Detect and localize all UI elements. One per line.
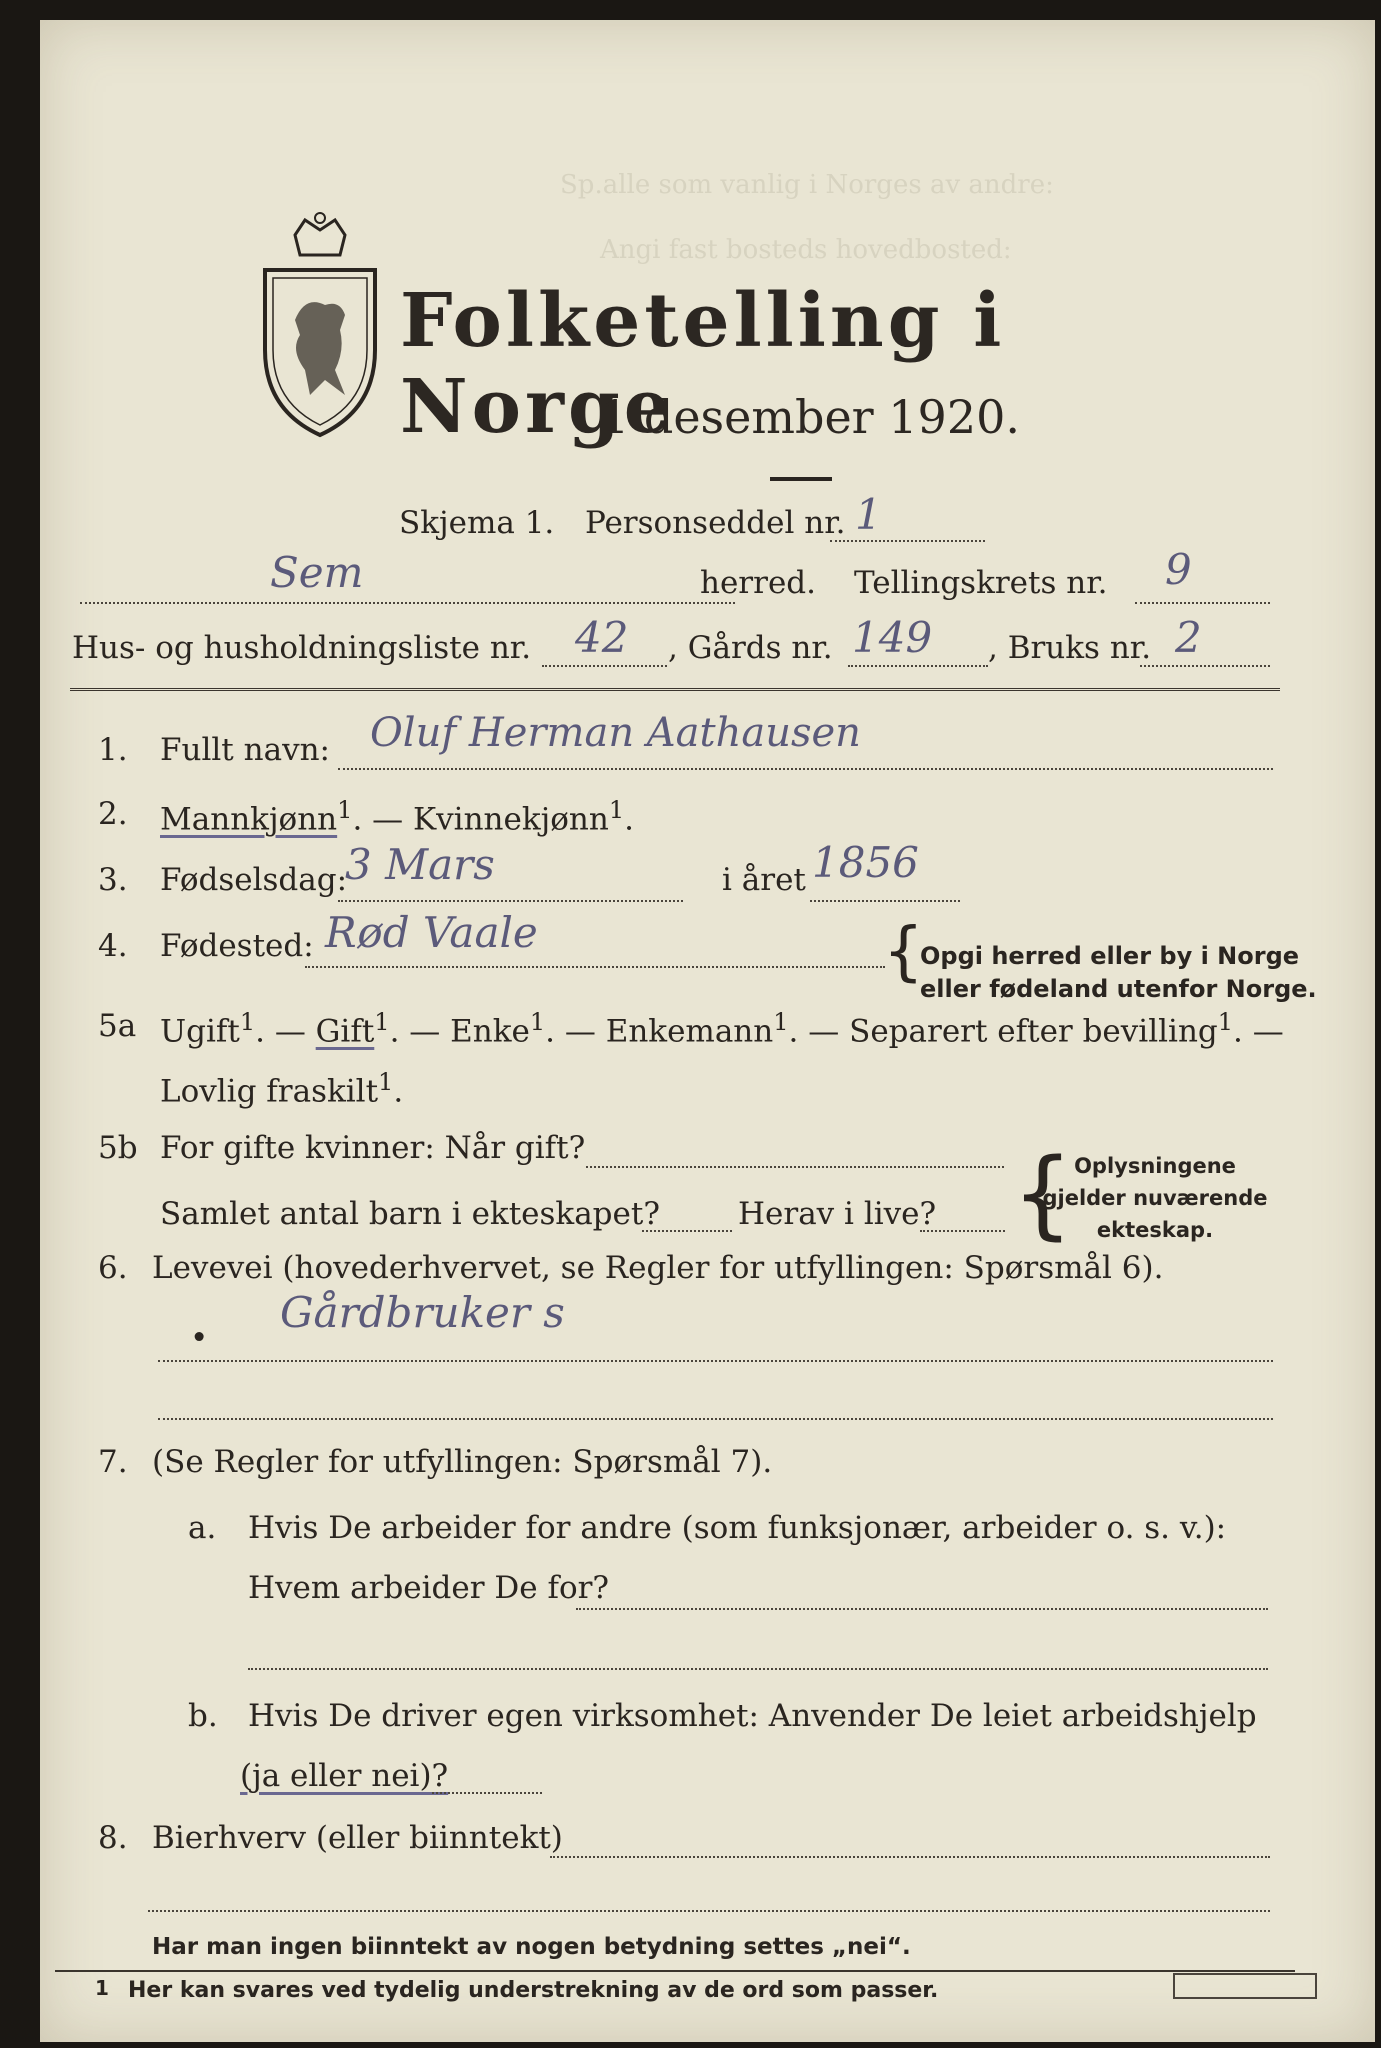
q6-number: 6. — [98, 1250, 128, 1286]
bruks-label: , Bruks nr. — [988, 630, 1152, 666]
q1-number: 1. — [98, 732, 128, 768]
footnote-marker: 1 — [95, 1976, 109, 2000]
q5b-alive: Herav i live? — [738, 1196, 937, 1232]
q4-value: Rød Vaale — [325, 908, 538, 957]
q2-options: Mannkjønn$^1$. — Kvinnekjønn$^1$. — [160, 796, 634, 838]
q7a-line-1 — [576, 1608, 1268, 1610]
q6-value: Gårdbruker s — [280, 1288, 565, 1337]
form-title: Folketelling i Norge — [400, 278, 1006, 450]
q7a-sub: Hvem arbeider De for? — [248, 1570, 610, 1606]
q5a-fraskilt: Lovlig fraskilt$^1$. — [160, 1068, 404, 1110]
q3-number: 3. — [98, 862, 128, 898]
bruks-value: 2 — [1175, 613, 1202, 662]
q1-label: Fullt navn: — [160, 732, 330, 768]
q8-line-1 — [550, 1856, 1270, 1858]
q3-label: Fødselsdag: — [160, 862, 348, 898]
gards-value: 149 — [852, 613, 933, 662]
q5a-options: Ugift$^1$. — Gift$^1$. — Enke$^1$. — Enkemann$^1$. — Separert efter bevilling$^1$. — — [160, 1008, 1284, 1050]
tellingskrets-label: Tellingskrets nr. — [854, 565, 1108, 601]
q6-bullet: • — [190, 1320, 209, 1356]
q7a-letter: a. — [188, 1510, 217, 1546]
tellingskrets-value: 9 — [1165, 545, 1192, 594]
q7a-label: Hvis De arbeider for andre (som funksjonær, arbeider o. s. v.): — [248, 1510, 1227, 1546]
printer-stamp — [1173, 1973, 1317, 1999]
q4-note-1: Opgi herred eller by i Norge — [920, 942, 1300, 970]
q8-label: Bierhverv (eller biinntekt) — [152, 1820, 563, 1856]
q1-value: Oluf Herman Aathausen — [370, 710, 861, 756]
herred-value: Sem — [270, 548, 364, 597]
census-form: Sp.alle som vanlig i Norges av andre: Angi fast bosteds hovedbosted: Folketelling i Norge 1 desember 1920. Skjema 1. Personseddel nr. 1 Sem herred. Tellingskrets nr. 9 Hus- og husholdningsliste nr. 42 , Gårds nr. 149 , Bruks nr. 2 1. Fullt navn: Oluf Herman Aathausen 2. Mannkjønn$^1$. — Kvinnekjønn$^1$. 3. Fødselsdag: 3 Mars i året 1856 4. Fødested: Rød Vaale { Opgi herred eller by i Norge eller fødeland utenfor Norge. 5a Ugift$^1$. — Gift$^1$. — Enke$^1$. — Enkemann$^1$. — Separert efter bevilling$^1$. — Lovlig fraskilt$^1$. 5b For gifte kvinner: Når gift? Samlet antal barn i ekteskapet? Herav i live? { Oplysningene gjelder nuværende ekteskap. 6. Levevei (hovederhvervet, se Regler for utfyllingen: Spørsmål 6). • Gårdbruker s 7. (Se Regler for utfyllingen: Spørsmål 7). a. Hvis De arbeider for andre (som funksjonær, arbeider o. s. v.): Hvem arbeider De for? b. Hvis De driver egen virksomhet: Anvender De leiet arbeidshjelp (ja eller nei)? 8. Bierhverv (eller biinntekt) Har man ingen biinntekt av nogen betydning settes „nei“. 1 Her kan svares ved tydelig understrekning av de ord som passer. — [40, 20, 1375, 2042]
q5b-alive-line — [920, 1230, 1005, 1232]
q4-number: 4. — [98, 928, 128, 964]
q1-line — [338, 768, 1273, 770]
q5b-label: For gifte kvinner: Når gift? — [160, 1130, 586, 1166]
q6-line-1 — [158, 1360, 1273, 1362]
q3-value: 3 Mars — [345, 840, 495, 889]
q8-number: 8. — [98, 1820, 128, 1856]
q4-line — [305, 966, 885, 968]
q5a-number: 5a — [98, 1008, 137, 1044]
hus-line — [542, 665, 667, 667]
header-rule — [70, 688, 1280, 691]
q6-label: Levevei (hovederhvervet, se Regler for utfyllingen: Spørsmål 6). — [152, 1250, 1164, 1286]
hus-value: 42 — [575, 613, 629, 662]
q5b-note: Oplysningene gjelder nuværende ekteskap. — [1042, 1154, 1268, 1242]
q5b-married-line — [586, 1166, 1004, 1168]
gards-line — [848, 665, 988, 667]
tellingskrets-line — [1135, 602, 1270, 604]
q6-line-2 — [158, 1418, 1273, 1420]
q2-male: Mannkjønn — [160, 801, 338, 838]
footer-note: Har man ingen biinntekt av nogen betydning settes „nei“. — [152, 1934, 911, 1960]
herred-label: herred. — [700, 565, 816, 601]
personseddel-label: Personseddel nr. — [585, 505, 846, 541]
personseddel-line — [830, 540, 985, 542]
q7b-label: Hvis De driver egen virksomhet: Anvender De leiet arbeidshjelp — [248, 1698, 1257, 1734]
q4-label: Fødested: — [160, 928, 314, 964]
schema-label: Skjema 1. — [399, 505, 555, 541]
herred-line — [80, 602, 735, 604]
q3-line — [338, 900, 683, 902]
q4-note-2: eller fødeland utenfor Norge. — [920, 975, 1317, 1003]
q7a-line-2 — [248, 1668, 1268, 1670]
title-divider — [770, 477, 832, 481]
q5b-children-line — [642, 1230, 732, 1232]
q4-brace: { — [883, 915, 924, 989]
q7-number: 7. — [98, 1444, 128, 1480]
personseddel-value: 1 — [855, 490, 882, 539]
q7b-sub: (ja eller nei)? — [240, 1758, 449, 1794]
q5b-brace: { — [1012, 1138, 1074, 1250]
q7b-letter: b. — [188, 1698, 218, 1734]
census-date: 1 desember 1920. — [600, 390, 1020, 444]
hus-label: Hus- og husholdningsliste nr. — [72, 630, 532, 666]
q3-year-value: 1856 — [812, 838, 919, 887]
q7-label: (Se Regler for utfyllingen: Spørsmål 7). — [152, 1444, 773, 1480]
q3-year-line — [810, 900, 960, 902]
q5b-number: 5b — [98, 1130, 138, 1166]
q2-female: Kvinnekjønn — [413, 801, 609, 838]
bruks-line — [1140, 665, 1270, 667]
footnote-text: Her kan svares ved tydelig understrekning av de ord som passer. — [128, 1978, 939, 2003]
q5b-children: Samlet antal barn i ekteskapet? — [160, 1196, 660, 1232]
q2-number: 2. — [98, 796, 128, 832]
footnote-rule — [55, 1970, 1295, 1972]
norway-coat-of-arms-icon — [245, 210, 395, 440]
q3-year-label: i året — [722, 862, 806, 898]
q8-line-2 — [148, 1910, 1270, 1912]
q7b-line — [432, 1792, 542, 1794]
gards-label: , Gårds nr. — [668, 630, 833, 666]
